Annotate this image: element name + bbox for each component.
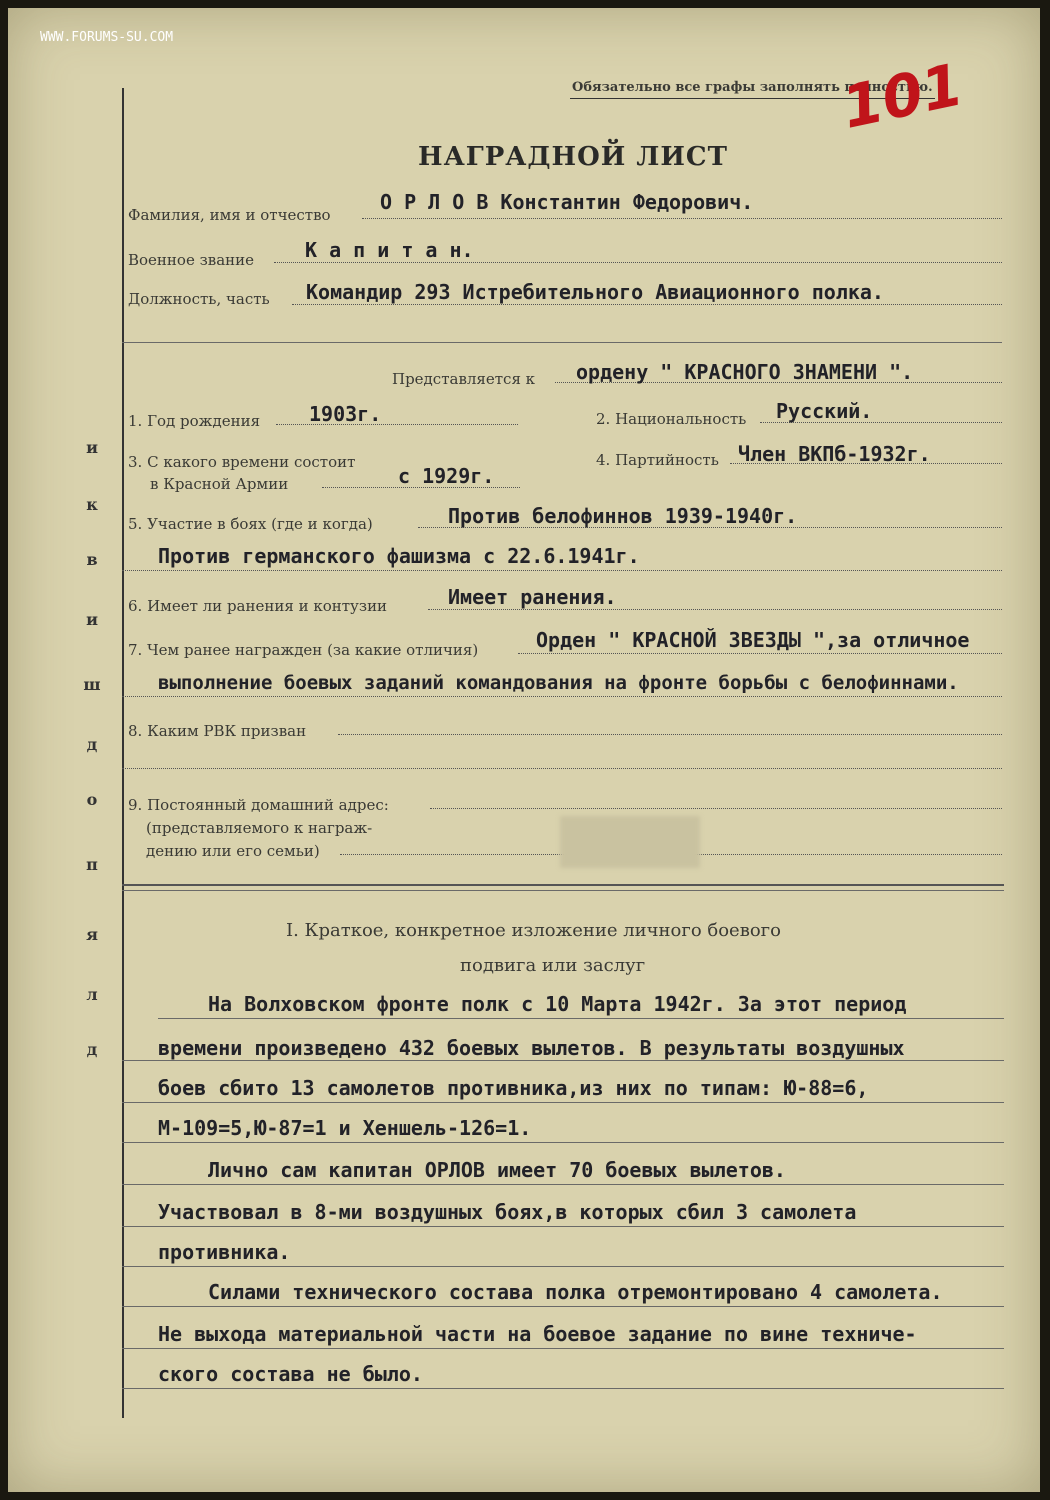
side-letter: в (86, 550, 98, 569)
section-separator-2 (122, 890, 1004, 891)
narrative-rule (122, 1266, 1004, 1267)
narrative-rule (122, 1348, 1004, 1349)
document-page (8, 8, 1040, 1492)
birth-value: 1903г. (309, 402, 382, 426)
rank-underline (274, 262, 1002, 263)
redacted-area (560, 816, 700, 868)
side-letter: я (86, 925, 98, 944)
birth-label: 1. Год рождения (128, 412, 261, 430)
army-label: 3. С какого времени состоит (128, 453, 356, 471)
rank-value: К а п и т а н. (305, 238, 474, 262)
position-label: Должность, часть (128, 290, 270, 308)
narrative-line: боев сбито 13 самолетов противника,из них по типам: Ю-88=6, (158, 1076, 869, 1100)
section-heading: I. Краткое, конкретное изложение личного боевого (286, 920, 781, 941)
narrative-rule (122, 1060, 1004, 1061)
address-label-line2: (представляемого к награж- (146, 819, 373, 837)
address-label: 9. Постоянный домашний адрес: (128, 796, 389, 814)
fio-underline (362, 218, 1002, 219)
narrative-rule (122, 1102, 1004, 1103)
rank-label: Военное звание (128, 251, 255, 269)
side-letter: ш (83, 675, 101, 694)
battles-underline-2 (122, 570, 1002, 571)
narrative-rule (122, 1388, 1004, 1389)
party-label: 4. Партийность (596, 451, 719, 469)
nationality-value: Русский. (776, 399, 873, 423)
position-underline (292, 304, 1002, 305)
narrative-rule (158, 1018, 1004, 1019)
narrative-line: противника. (158, 1240, 291, 1264)
rvk-label: 8. Каким РВК призван (128, 722, 307, 740)
side-letter: о (86, 790, 98, 809)
army-value: с 1929г. (398, 464, 495, 488)
wounds-label: 6. Имеет ли ранения и контузии (128, 597, 388, 615)
address-label-line3: дению или его семьи) (146, 842, 320, 860)
narrative-line: На Волховском фронте полк с 10 Марта 1942г. За этот период (208, 992, 907, 1016)
section-separator (122, 884, 1004, 886)
narrative-line: Силами технического состава полка отремонтировано 4 самолета. (208, 1280, 943, 1304)
page-title: НАГРАДНОЙ ЛИСТ (418, 142, 728, 172)
red-handwritten-number: 101 (836, 50, 969, 142)
narrative-line: ского состава не было. (158, 1362, 423, 1386)
awards-label: 7. Чем ранее награжден (за какие отличия) (128, 641, 479, 659)
battles-value-line2: Против германского фашизма с 22.6.1941г. (158, 544, 640, 568)
awards-value-line2: выполнение боевых заданий командования на фронте борьбы с белофиннами. (158, 672, 959, 694)
side-letter: л (86, 985, 98, 1004)
address-underline (430, 808, 1002, 809)
fio-value: О Р Л О В Константин Федорович. (380, 190, 754, 214)
wounds-value: Имеет ранения. (448, 585, 617, 609)
side-letter: и (86, 610, 98, 629)
presented-label: Представляется к (392, 370, 536, 388)
left-margin-line (122, 88, 124, 1418)
army-label-line2: в Красной Армии (150, 475, 289, 493)
awards-underline (518, 653, 1002, 654)
battles-value: Против белофиннов 1939-1940г. (448, 504, 798, 528)
narrative-rule (122, 1306, 1004, 1307)
position-value: Командир 293 Истребительного Авиационного полка. (306, 280, 884, 304)
side-letter: к (86, 495, 98, 514)
fio-label: Фамилия, имя и отчество (128, 206, 331, 224)
awards-value: Орден " КРАСНОЙ ЗВЕЗДЫ ",за отличное (536, 628, 970, 652)
section-heading-line2: подвига или заслуг (460, 955, 646, 976)
narrative-rule (122, 1226, 1004, 1227)
narrative-line: Лично сам капитан ОРЛОВ имеет 70 боевых вылетов. (208, 1158, 786, 1182)
narrative-line: М-109=5,Ю-87=1 и Хеншель-126=1. (158, 1116, 532, 1140)
side-letter: и (86, 438, 98, 457)
side-letter: д (86, 1040, 98, 1059)
header-note: Обязательно все графы заполнять полностью. (572, 80, 933, 95)
narrative-line: времени произведено 432 боевых вылетов. В результаты воздушных (158, 1036, 905, 1060)
presented-value: ордену " КРАСНОГО ЗНАМЕНИ ". (576, 360, 914, 384)
narrative-line: Участвовал в 8-ми воздушных боях,в которых сбил 3 самолета (158, 1200, 857, 1224)
wounds-underline (428, 609, 1002, 610)
narrative-rule (122, 1184, 1004, 1185)
nationality-label: 2. Национальность (596, 410, 747, 428)
party-value: Член ВКПб-1932г. (738, 442, 931, 466)
rvk-underline (338, 734, 1002, 735)
separator (122, 342, 1002, 343)
narrative-line: Не выхода материальной части на боевое задание по вине техниче- (158, 1322, 917, 1346)
awards-underline-2 (122, 696, 1002, 697)
rvk-underline-2 (122, 768, 1002, 769)
battles-label: 5. Участие в боях (где и когда) (128, 515, 373, 533)
side-letter: д (86, 735, 98, 754)
narrative-rule (122, 1142, 1004, 1143)
watermark: WWW.FORUMS-SU.COM (40, 30, 174, 45)
side-letter: п (86, 855, 98, 874)
